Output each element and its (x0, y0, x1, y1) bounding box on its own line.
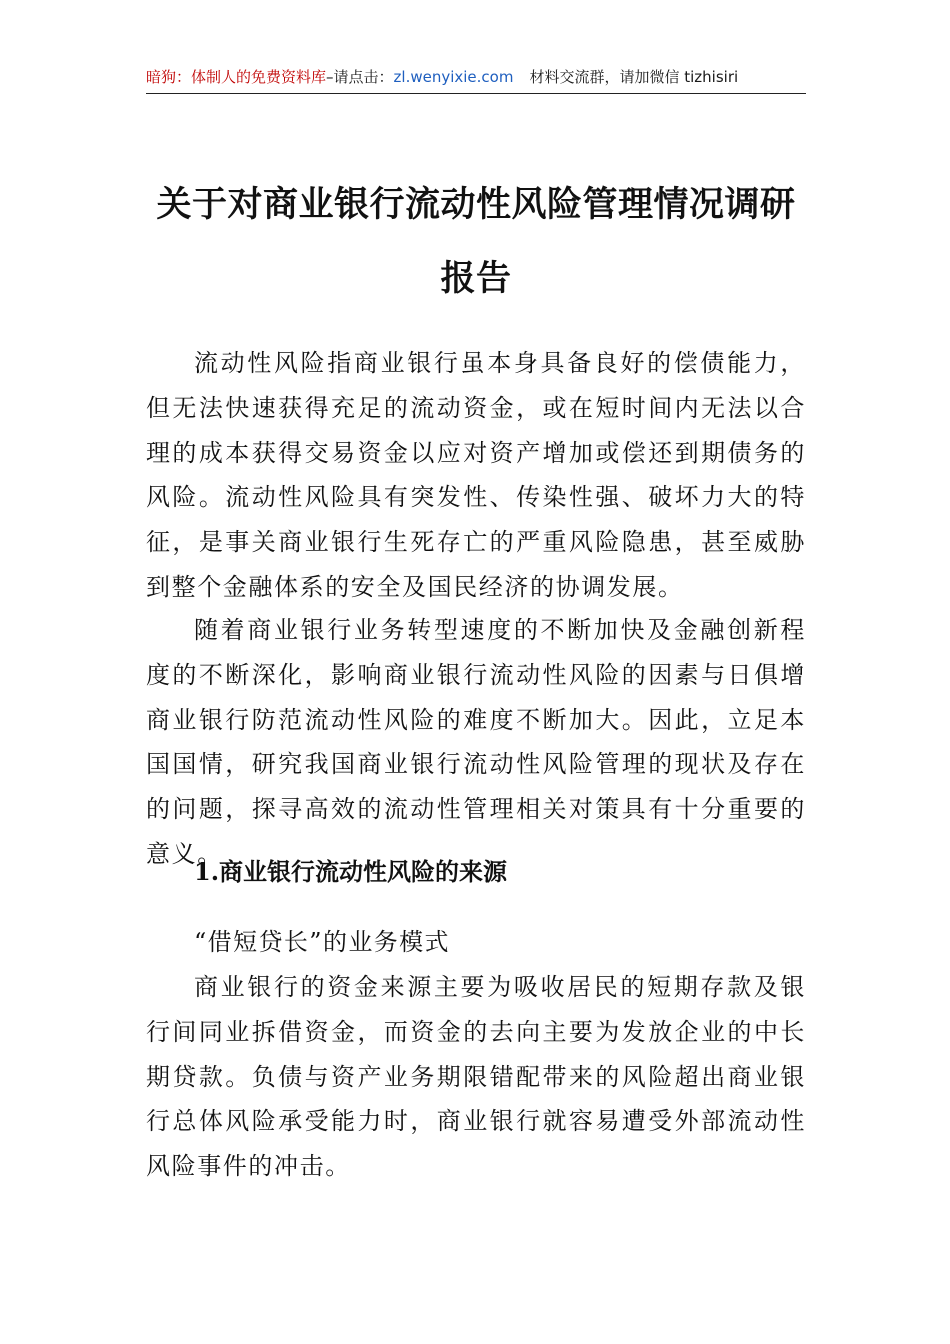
paragraph-2: 随着商业银行业务转型速度的不断加快及金融创新程度的不断深化，影响商业银行流动性风险的因素与日俱增商业银行防范流动性风险的难度不断加大。因此，立足本国国情，研究我国商业银行流动性风险管理的现状及存在的问题，探寻高效的流动性管理相关对策具有十分重要的意义。 (146, 616, 806, 868)
title-line-1: 关于对商业银行流动性风险管理情况调研 (156, 184, 796, 225)
paragraph-3: 商业银行的资金来源主要为吸收居民的短期存款及银行间同业拆借资金，而资金的去向主要为发放企业的中长期贷款。负债与资产业务期限错配带来的风险超出商业银行总体风险承受能力时，商业银行就容易遭受外部流动性风险事件的冲击。 (146, 973, 806, 1181)
document-title (146, 168, 806, 316)
header-divider (146, 93, 806, 94)
header-url-link[interactable]: zl.wenyixie.com (393, 68, 514, 86)
header-note: 材料交流群，请加微信 tizhisiri (529, 68, 739, 86)
paragraph-1: 流动性风险指商业银行虽本身具备良好的偿债能力，但无法快速获得充足的流动资金，或在短时间内无法以合理的成本获得交易资金以应对资产增加或偿还到期债务的风险。流动性风险具有突发性、传染性强、破坏力大的特征，是事关商业银行生死存亡的严重风险隐患，甚至威胁到整个金融体系的安全及国民经济的协调发展。 (146, 349, 806, 601)
header-brand: 暗狗：体制人的免费资料库 (146, 68, 327, 86)
header-prompt: –请点击： (326, 68, 394, 86)
section-1-heading: 1.商业银行流动性风险的来源 (194, 857, 508, 886)
title-line-2: 报告 (440, 258, 512, 299)
page-header (146, 66, 806, 88)
section-1-subheading: “借短贷长”的业务模式 (194, 928, 450, 956)
